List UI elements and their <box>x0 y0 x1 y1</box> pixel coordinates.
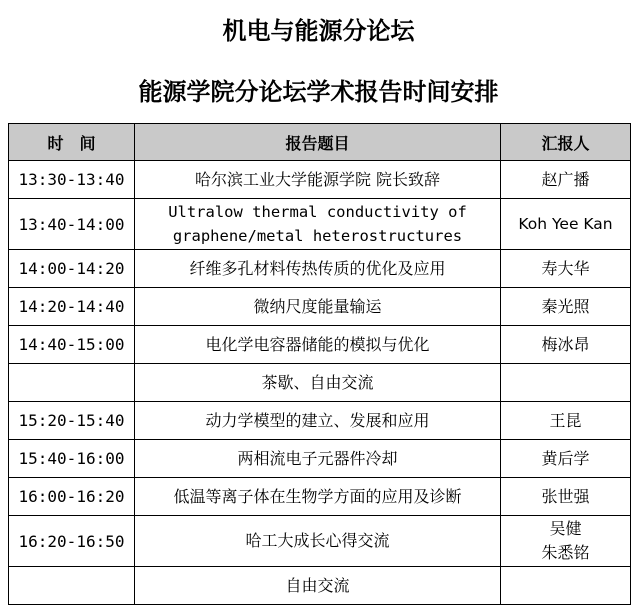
time-cell: 14:00-14:20 <box>9 250 135 288</box>
topic-text: 哈尔滨工业大学能源学院 院长致辞 <box>194 169 441 189</box>
topic-text: 纤维多孔材料传热传质的优化及应用 <box>189 258 446 278</box>
topic-cell <box>135 250 501 288</box>
topic-cell <box>135 161 501 199</box>
speaker-name: 寿大华 <box>541 258 590 278</box>
speaker-cell <box>501 199 631 250</box>
speaker-name: 朱悉铭 <box>541 543 590 562</box>
topic-text: graphene/metal heterostructures <box>172 227 463 245</box>
speaker-name: Koh Yee Kan <box>518 215 613 233</box>
table-row <box>9 440 631 478</box>
speaker-cell <box>501 402 631 440</box>
topic-text: 两相流电子元器件冷却 <box>237 448 398 468</box>
column-header-time: 时 间 <box>9 124 135 161</box>
table-header-row <box>9 124 631 161</box>
topic-cell <box>135 199 501 250</box>
table-row <box>9 199 631 250</box>
table-row <box>9 250 631 288</box>
time-cell: 13:40-14:00 <box>9 199 135 250</box>
time-cell: 16:00-16:20 <box>9 478 135 516</box>
topic-text: 动力学模型的建立、发展和应用 <box>205 410 430 430</box>
time-cell: 16:20-16:50 <box>9 516 135 567</box>
table-row <box>9 516 631 567</box>
table-row <box>9 326 631 364</box>
column-header-speaker: 汇报人 <box>501 124 631 161</box>
speaker-name: 梅冰昂 <box>541 334 590 354</box>
table-row <box>9 478 631 516</box>
topic-cell <box>135 364 501 402</box>
time-cell <box>9 567 135 605</box>
table-row <box>9 567 631 605</box>
speaker-cell <box>501 250 631 288</box>
speaker-name: 黄后学 <box>541 448 590 468</box>
topic-text: 电化学电容器储能的模拟与优化 <box>205 334 430 354</box>
topic-text: 低温等离子体在生物学方面的应用及诊断 <box>173 486 462 506</box>
schedule-table <box>8 123 631 605</box>
topic-text: 哈工大成长心得交流 <box>245 531 390 550</box>
topic-text: 自由交流 <box>285 575 350 595</box>
topic-text: Ultralow thermal conductivity of <box>168 203 467 221</box>
speaker-cell <box>501 516 631 567</box>
topic-cell <box>135 402 501 440</box>
speaker-cell <box>501 478 631 516</box>
topic-cell <box>135 478 501 516</box>
column-header-topic: 报告题目 <box>135 124 501 161</box>
table-row <box>9 161 631 199</box>
speaker-cell <box>501 288 631 326</box>
topic-text: 微纳尺度能量输运 <box>253 296 382 316</box>
speaker-name: 吴健 <box>549 519 582 538</box>
table-row <box>9 288 631 326</box>
table-row <box>9 364 631 402</box>
topic-cell <box>135 567 501 605</box>
topic-cell <box>135 326 501 364</box>
table-row <box>9 402 631 440</box>
time-cell: 13:30-13:40 <box>9 161 135 199</box>
speaker-name: 秦光照 <box>541 296 590 316</box>
speaker-cell <box>501 364 631 402</box>
speaker-cell <box>501 161 631 199</box>
topic-cell <box>135 516 501 567</box>
topic-cell <box>135 440 501 478</box>
speaker-name: 赵广播 <box>541 169 590 189</box>
speaker-name: 张世强 <box>541 486 590 506</box>
speaker-cell <box>501 440 631 478</box>
time-cell <box>9 364 135 402</box>
topic-cell <box>135 288 501 326</box>
time-cell: 15:20-15:40 <box>9 402 135 440</box>
forum-title: 机电与能源分论坛 <box>222 17 415 45</box>
time-cell: 15:40-16:00 <box>9 440 135 478</box>
schedule-title: 能源学院分论坛学术报告时间安排 <box>138 78 499 106</box>
time-cell: 14:40-15:00 <box>9 326 135 364</box>
speaker-cell <box>501 567 631 605</box>
time-cell: 14:20-14:40 <box>9 288 135 326</box>
speaker-name: 王昆 <box>549 410 582 430</box>
speaker-cell <box>501 326 631 364</box>
topic-text: 茶歇、自由交流 <box>261 372 374 392</box>
